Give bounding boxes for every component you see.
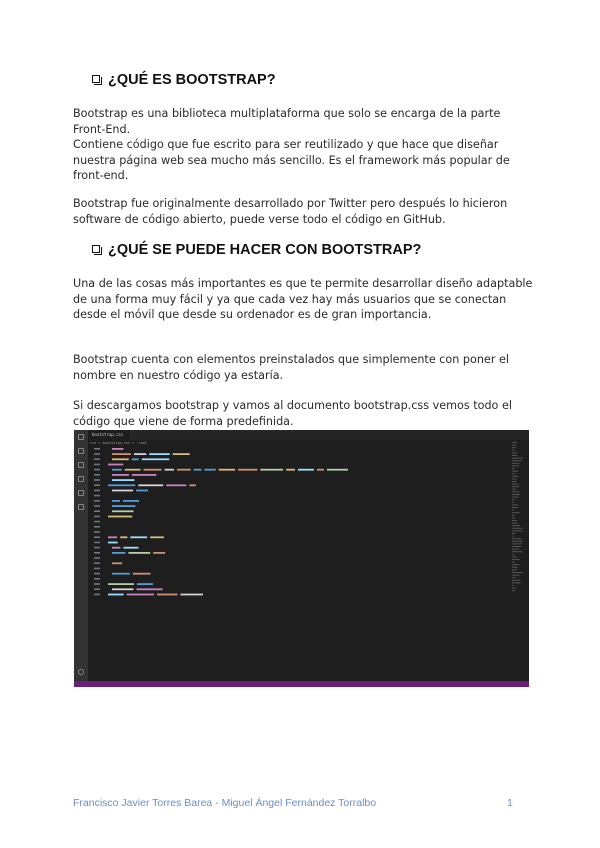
code-token xyxy=(108,583,134,585)
code-token xyxy=(108,464,123,466)
line-number xyxy=(94,474,100,476)
minimap-line xyxy=(512,510,514,511)
minimap-line xyxy=(512,504,518,505)
code-token xyxy=(165,469,174,471)
line-number xyxy=(94,573,100,575)
activity-bar xyxy=(74,430,88,681)
text-line: Bootstrap es una biblioteca multiplataforma que solo se encarga de la parte xyxy=(73,107,501,120)
code-token xyxy=(180,594,203,596)
minimap-line xyxy=(512,590,515,591)
extensions-icon xyxy=(78,490,84,496)
paragraph-elements xyxy=(73,352,533,383)
line-number-gutter xyxy=(88,446,106,596)
code-token xyxy=(286,469,295,471)
minimap-line xyxy=(512,450,514,451)
account-icon xyxy=(78,669,84,675)
minimap-line xyxy=(512,471,518,472)
minimap-line xyxy=(512,551,522,552)
line-number xyxy=(94,484,100,486)
line-number xyxy=(94,568,100,570)
code-token xyxy=(127,594,154,596)
text-line: Front-End. xyxy=(73,122,131,136)
code-token xyxy=(260,469,283,471)
heading-what-is-bootstrap xyxy=(92,72,276,88)
code-token xyxy=(189,484,196,486)
code-token xyxy=(132,474,156,476)
minimap-line xyxy=(512,580,520,581)
minimap-line xyxy=(512,536,514,537)
text-line: Bootstrap cuenta con elementos preinstalados que simplemente con poner el xyxy=(73,353,509,366)
code-token xyxy=(108,542,118,544)
line-number xyxy=(94,458,100,460)
code-token xyxy=(134,453,146,455)
text-line: de una forma muy fácil y ya que cada vez hay más usuarios que se conectan xyxy=(73,292,507,306)
line-number xyxy=(94,495,100,497)
minimap-line xyxy=(512,489,516,490)
editor-tab: bootstrap.css xyxy=(88,430,130,440)
code-token xyxy=(298,469,314,471)
line-number xyxy=(94,526,100,528)
text-line: nuestra página web sea mucho más sencillo. Es el framework más popular de xyxy=(73,153,510,167)
line-number xyxy=(94,547,100,549)
line-number xyxy=(94,594,100,596)
code-token xyxy=(123,547,138,549)
line-number xyxy=(94,516,100,518)
text-line: software de código abierto, puede verse todo el código en GitHub. xyxy=(73,212,446,226)
code-editor-screenshot xyxy=(74,430,529,687)
text-line: código que viene de forma predefinida. xyxy=(73,414,294,428)
minimap-line xyxy=(512,525,520,526)
line-number xyxy=(94,448,100,450)
text-line: Contiene código que fue escrito para ser reutilizado y que hace que diseñar xyxy=(73,138,499,152)
code-token xyxy=(137,583,153,585)
minimap-line xyxy=(512,502,514,503)
minimap-line xyxy=(512,458,523,459)
line-number xyxy=(94,464,100,466)
minimap xyxy=(511,442,525,592)
minimap-line xyxy=(512,499,515,500)
line-number xyxy=(94,536,100,538)
code-token xyxy=(108,484,135,486)
code-token xyxy=(136,588,162,590)
code-token xyxy=(317,469,324,471)
line-number xyxy=(94,453,100,455)
code-token xyxy=(204,469,215,471)
text-line: front-end. xyxy=(73,169,129,183)
code-token xyxy=(128,552,150,554)
minimap-line xyxy=(512,530,522,531)
source-control-icon xyxy=(78,462,84,468)
line-number xyxy=(94,588,100,590)
line-number xyxy=(94,557,100,559)
minimap-line xyxy=(512,473,515,474)
line-number xyxy=(94,542,100,544)
line-number xyxy=(94,562,100,564)
text-line: desde el móvil que desde su ordenador es de gran importancia. xyxy=(73,308,432,322)
code-lines xyxy=(108,446,408,596)
minimap-line xyxy=(512,486,519,487)
minimap-line xyxy=(512,442,517,443)
code-token xyxy=(123,500,139,502)
code-token xyxy=(133,573,151,575)
text-line: nombre en nuestro código ya estaría. xyxy=(73,368,284,382)
paragraph-download xyxy=(73,398,533,429)
minimap-line xyxy=(512,455,517,456)
minimap-line xyxy=(512,541,523,542)
minimap-line xyxy=(512,533,516,534)
code-token xyxy=(219,469,235,471)
minimap-line xyxy=(512,512,520,513)
paragraph-definition xyxy=(73,106,533,184)
minimap-line xyxy=(512,559,520,560)
line-number xyxy=(94,500,100,502)
code-token xyxy=(130,536,147,538)
line-number xyxy=(94,469,100,471)
code-token xyxy=(108,594,124,596)
minimap-line xyxy=(512,478,517,479)
code-token xyxy=(173,453,190,455)
minimap-line xyxy=(512,465,519,466)
minimap-line xyxy=(512,549,519,550)
line-number xyxy=(94,552,100,554)
checkbox-bullet-icon xyxy=(92,245,102,255)
text-line: Si descargamos bootstrap y vamos al documento bootstrap.css vemos todo el xyxy=(73,399,512,412)
code-token xyxy=(177,469,191,471)
paragraph-origin xyxy=(73,196,533,227)
minimap-line xyxy=(512,507,518,508)
minimap-line xyxy=(512,572,523,573)
line-number xyxy=(94,578,100,580)
debug-icon xyxy=(78,476,84,482)
minimap-line xyxy=(512,575,519,576)
search-icon xyxy=(78,448,84,454)
minimap-line xyxy=(512,460,521,461)
minimap-line xyxy=(512,538,522,539)
code-token xyxy=(132,458,139,460)
minimap-line xyxy=(512,556,517,557)
code-token xyxy=(112,505,135,507)
minimap-line xyxy=(512,445,516,446)
code-token xyxy=(112,588,133,590)
heading-text: ¿QUÉ ES BOOTSTRAP? xyxy=(108,72,276,88)
checkbox-bullet-icon xyxy=(92,75,102,85)
minimap-line xyxy=(512,528,523,529)
footer-authors: Francisco Javier Torres Barea - Miguel Ángel Fernández Torralbo xyxy=(73,797,377,809)
line-number xyxy=(94,531,100,533)
minimap-line xyxy=(512,484,519,485)
minimap-line xyxy=(512,577,515,578)
code-token xyxy=(112,562,122,564)
line-number xyxy=(94,490,100,492)
code-token xyxy=(125,469,141,471)
minimap-line xyxy=(512,546,521,547)
minimap-line xyxy=(512,463,520,464)
code-token xyxy=(150,536,164,538)
text-line: Bootstrap fue originalmente desarrollado por Twitter pero después lo hicieron xyxy=(73,197,508,210)
minimap-line xyxy=(512,452,517,453)
line-number xyxy=(94,479,100,481)
code-token xyxy=(112,448,123,450)
code-token xyxy=(112,479,134,481)
line-number xyxy=(94,510,100,512)
explorer-icon xyxy=(78,434,84,440)
code-token xyxy=(112,469,122,471)
code-token xyxy=(108,536,117,538)
code-token xyxy=(144,469,162,471)
minimap-line xyxy=(512,562,515,563)
code-token xyxy=(112,474,129,476)
code-token xyxy=(112,552,125,554)
code-token xyxy=(112,500,120,502)
code-token xyxy=(142,458,169,460)
paragraph-responsive xyxy=(73,276,533,323)
line-number xyxy=(94,505,100,507)
editor-tab-bar xyxy=(88,430,529,440)
minimap-line xyxy=(512,585,514,586)
code-token xyxy=(157,594,177,596)
minimap-line xyxy=(512,497,518,498)
editor-breadcrumb: css > bootstrap.css > :root xyxy=(90,441,147,445)
minimap-line xyxy=(512,554,514,555)
minimap-line xyxy=(512,582,520,583)
minimap-line xyxy=(512,468,514,469)
code-token xyxy=(153,552,165,554)
code-token xyxy=(120,536,127,538)
minimap-line xyxy=(512,520,517,521)
minimap-line xyxy=(512,588,516,589)
minimap-line xyxy=(512,494,520,495)
heading-text: ¿QUÉ SE PUEDE HACER CON BOOTSTRAP? xyxy=(108,242,422,258)
minimap-line xyxy=(512,523,518,524)
minimap-line xyxy=(512,481,516,482)
code-token xyxy=(112,453,131,455)
code-token xyxy=(112,458,129,460)
code-token xyxy=(166,484,186,486)
minimap-line xyxy=(512,567,517,568)
code-token xyxy=(108,516,132,518)
status-bar xyxy=(74,681,529,687)
minimap-line xyxy=(512,543,522,544)
minimap-line xyxy=(512,569,517,570)
minimap-line xyxy=(512,564,520,565)
line-number xyxy=(94,583,100,585)
text-line: Una de las cosas más importantes es que te permite desarrollar diseño adaptable xyxy=(73,277,533,290)
minimap-line xyxy=(512,515,515,516)
code-token xyxy=(327,469,348,471)
code-token xyxy=(136,490,148,492)
code-token xyxy=(112,490,133,492)
code-token xyxy=(138,484,163,486)
minimap-line xyxy=(512,491,519,492)
code-token xyxy=(112,547,120,549)
code-token xyxy=(149,453,169,455)
code-token xyxy=(238,469,257,471)
code-token xyxy=(112,573,130,575)
page-number: 1 xyxy=(507,797,513,809)
minimap-line xyxy=(512,517,515,518)
minimap-line xyxy=(512,476,518,477)
code-token xyxy=(112,510,134,512)
code-token xyxy=(194,469,202,471)
heading-what-can-you-do xyxy=(92,242,421,258)
remote-icon xyxy=(78,504,84,510)
minimap-line xyxy=(512,447,516,448)
line-number xyxy=(94,521,100,523)
